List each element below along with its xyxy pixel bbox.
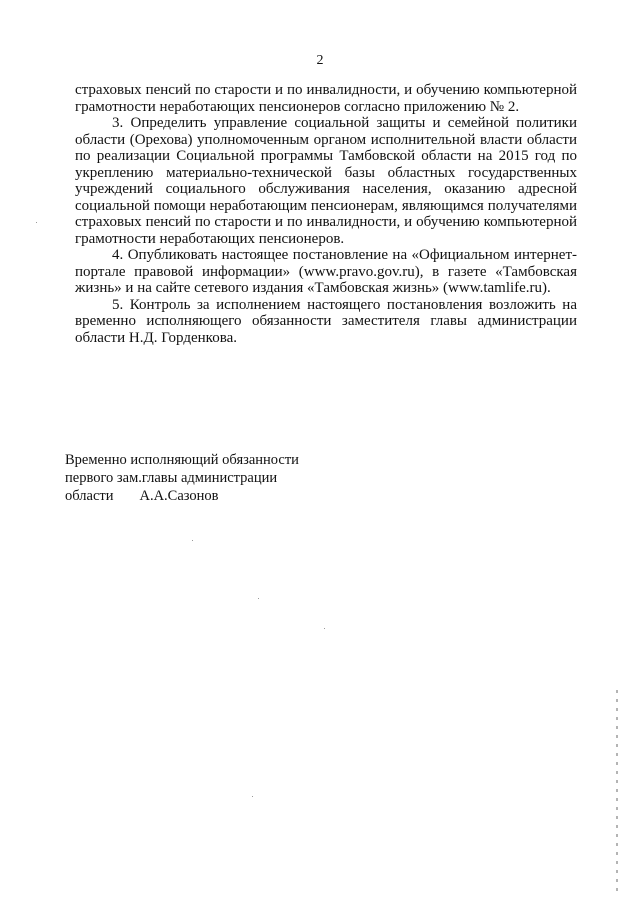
scan-speck (258, 598, 259, 599)
signature-position-line-2: первого зам.главы администрации (65, 470, 278, 486)
paragraph-continuation: страховых пенсий по старости и по инвалидности, и обучению компьютерной грамотности неработающих пенсионеров согласно приложению № 2. (75, 82, 577, 115)
page-number: 2 (316, 53, 324, 68)
signature-region-label: области (65, 488, 114, 504)
signature-position-line-3 (65, 487, 365, 505)
scan-edge-artifact (616, 690, 618, 895)
document-body (75, 82, 577, 346)
paragraph-item-3: 3. Определить управление социальной защиты и семейной политики области (Орехова) уполномоченным органом исполнительной власти области по реализации Социальной программы Тамбовской области на 2015 год по укреплению материально-технической базы областных государственных учреждений социального обслуживания населения, оказанию адресной социальной помощи неработающим пенсионерам, являющимся получателями страховых пенсий по старости и по инвалидности, и обучению компьютерной грамотности неработающих пенсионеров. (75, 115, 577, 247)
scan-speck (324, 628, 325, 629)
scan-speck (252, 796, 253, 797)
signature-position-line-1: Временно исполняющий обязанности (65, 452, 299, 468)
signature-block (65, 451, 365, 505)
scan-speck (36, 222, 37, 223)
scan-speck (192, 540, 193, 541)
paragraph-item-5: 5. Контроль за исполнением настоящего постановления возложить на временно исполняющего обязанности заместителя главы администрации области Н.Д. Горденкова. (75, 296, 577, 346)
paragraph-item-4: 4. Опубликовать настоящее постановление на «Официальном интернет-портале правовой информации» (www.pravo.gov.ru), в газете «Тамбовская жизнь» и на сайте сетевого издания «Тамбовская жизнь» (www.tamlife.ru). (75, 247, 577, 296)
signatory-name: А.А.Сазонов (139, 488, 219, 504)
